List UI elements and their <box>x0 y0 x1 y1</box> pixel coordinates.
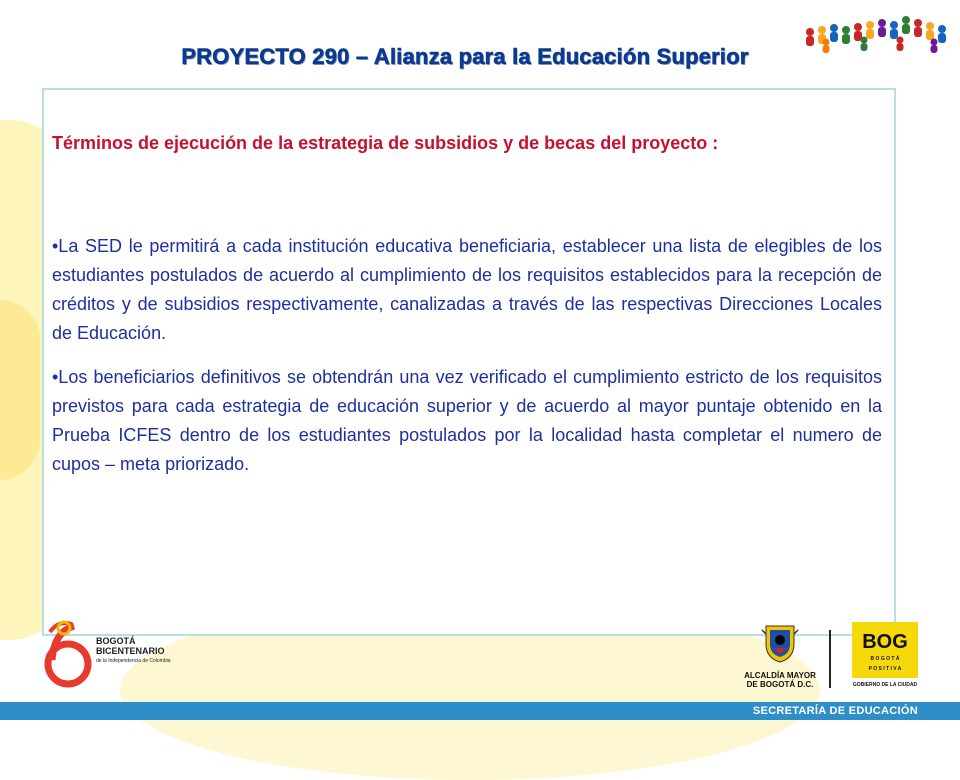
logo-divider <box>829 630 831 688</box>
svg-text:BOG: BOG <box>862 631 908 653</box>
alcaldia-logo: ALCALDÍA MAYOR DE BOGOTÁ D.C. <box>735 622 825 692</box>
bullet-paragraph-1: •La SED le permitirá a cada institución educativa beneficiaria, establecer una lista de elegibles de los estudiantes postulados de acuerdo al cumplimiento de los requisitos establecidos para la recepción de créditos y de subsidios respectivamente, canalizadas a través de las respectivas Direcciones Locales de Educación. <box>52 236 882 343</box>
decorative-yellow-shape-2 <box>0 300 40 480</box>
bogota-positiva-logo <box>850 620 920 690</box>
footer-bar <box>0 702 960 720</box>
bullet-paragraph-2: •Los beneficiarios definitivos se obtendrán una vez verificado el cumplimiento estricto de los requisitos previstos para cada estrategia de educación superior y de acuerdo al mayor puntaje obtenido en la Prueba ICFES dentro de los estudiantes postulados por la localidad hasta completar el numero de cupos – meta priorizado. <box>52 367 882 474</box>
footer-bar-label: SECRETARÍA DE EDUCACIÓN <box>752 705 918 717</box>
content-box <box>42 88 896 636</box>
coat-of-arms-icon <box>760 622 800 664</box>
svg-text:P O S I T I V A: P O S I T I V A <box>868 666 902 672</box>
page-title: PROYECTO 290 – Alianza para la Educación Superior <box>181 44 749 69</box>
svg-text:B O G O T Á: B O G O T Á <box>870 656 900 662</box>
bicentenario-text: BOGOTÁ BICENTENARIO de la Independencia de Colombia <box>96 636 171 664</box>
svg-text:GOBIERNO DE LA CIUDAD: GOBIERNO DE LA CIUDAD <box>852 682 918 688</box>
section-heading: Términos de ejecución de la estrategia de subsidios y de becas del proyecto : <box>52 133 719 153</box>
